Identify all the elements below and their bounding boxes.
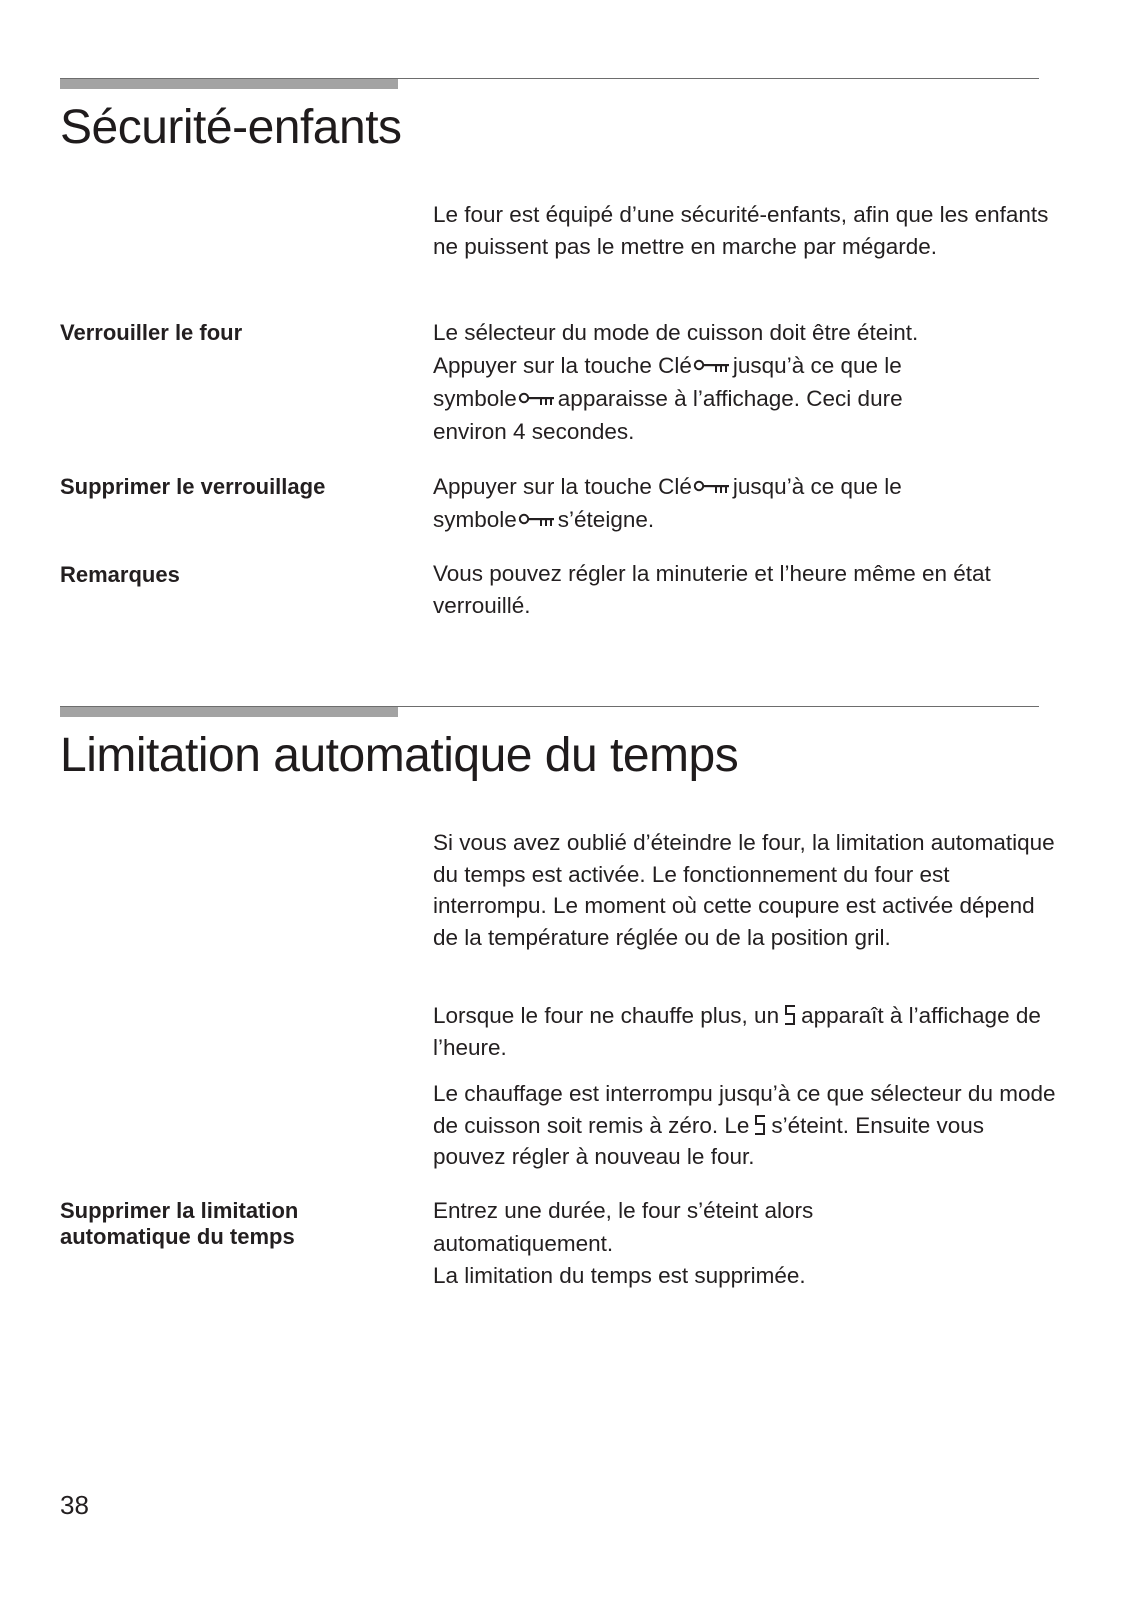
unlock-line-1b: jusqu’à ce que le (732, 474, 902, 499)
label-cancel-auto-limit (60, 1198, 400, 1250)
unlock-line-1 (433, 470, 1058, 503)
lock-line-3 (433, 382, 1058, 415)
auto-limit-p2 (433, 1000, 1058, 1063)
cancel-line-2: automatiquement. (433, 1230, 614, 1256)
rule-bar (60, 707, 398, 717)
label-lock-oven: Verrouiller le four (60, 320, 243, 345)
auto-limit-p1: Si vous avez oublié d’éteindre le four, la limitation automatique du temps est activée. Le fonctionnement du four est interrompu. Le moment où cette coupure est activée dépend de la température réglée ou de la position gril. (433, 830, 1055, 950)
cancel-line-1: Entrez une durée, le four s’éteint alors (433, 1198, 814, 1223)
section-title-auto-limit: Limitation automatique du temps (60, 729, 739, 782)
key-icon (693, 479, 731, 495)
lock-line-3b: apparaisse à l’affichage. Ceci dure (557, 386, 903, 411)
key-icon (518, 391, 556, 407)
unlock-line-2 (433, 503, 1058, 536)
section-title-child-lock: Sécurité-enfants (60, 101, 402, 154)
p2-text-a: Lorsque le four ne chauffe plus, un (433, 1003, 780, 1028)
lock-line-2b: jusqu’à ce que le (732, 353, 902, 378)
remove-lock-text (433, 470, 1058, 536)
child-lock-intro: Le four est équipé d’une sécurité-enfants, afin que les enfants ne puissent pas le mettre en marche par mégarde. (433, 202, 1049, 259)
segment-s-icon (783, 1004, 797, 1026)
lock-oven-text (433, 316, 1058, 448)
auto-limit-p3 (433, 1078, 1058, 1173)
p3-text-a: Le chauffage est interrompu jusqu’à ce que sélecteur du mode de cuisson soit remis à zéro. Le (433, 1081, 1056, 1138)
lock-line-2 (433, 349, 1058, 382)
label-notes: Remarques (60, 562, 180, 587)
lock-line-1: Le sélecteur du mode de cuisson doit être éteint. (433, 320, 919, 345)
key-icon (518, 512, 556, 528)
lock-line-3a: symbole (433, 386, 517, 411)
section-rule-2 (60, 706, 1039, 718)
page-number: 38 (60, 1490, 89, 1520)
unlock-line-2b: s’éteigne. (557, 507, 655, 532)
rule-bar (60, 79, 398, 89)
p2-text-b: apparaît à l’affichage de l’heure. (433, 1003, 1041, 1060)
cancel-auto-limit-text (433, 1195, 1058, 1293)
unlock-line-2a: symbole (433, 507, 517, 532)
cancel-line-3: La limitation du temps est supprimée. (433, 1263, 806, 1288)
lock-line-2a: Appuyer sur la touche Clé (433, 353, 692, 378)
lock-line-4: environ 4 secondes. (433, 419, 635, 444)
segment-s-icon (753, 1114, 767, 1136)
unlock-line-1a: Appuyer sur la touche Clé (433, 474, 692, 499)
notes-text: Vous pouvez régler la minuterie et l’heure même en état verrouillé. (433, 561, 991, 618)
label-remove-lock: Supprimer le verrouillage (60, 474, 326, 499)
cancel-label-line-2: automatique du temps (60, 1224, 295, 1249)
cancel-label-line-1: Supprimer la limitation (60, 1198, 299, 1223)
p3-text-b: s’éteint. Ensuite vous pouvez régler à nouveau le four. (433, 1112, 985, 1169)
section-rule-1 (60, 78, 1039, 90)
key-icon (693, 358, 731, 374)
